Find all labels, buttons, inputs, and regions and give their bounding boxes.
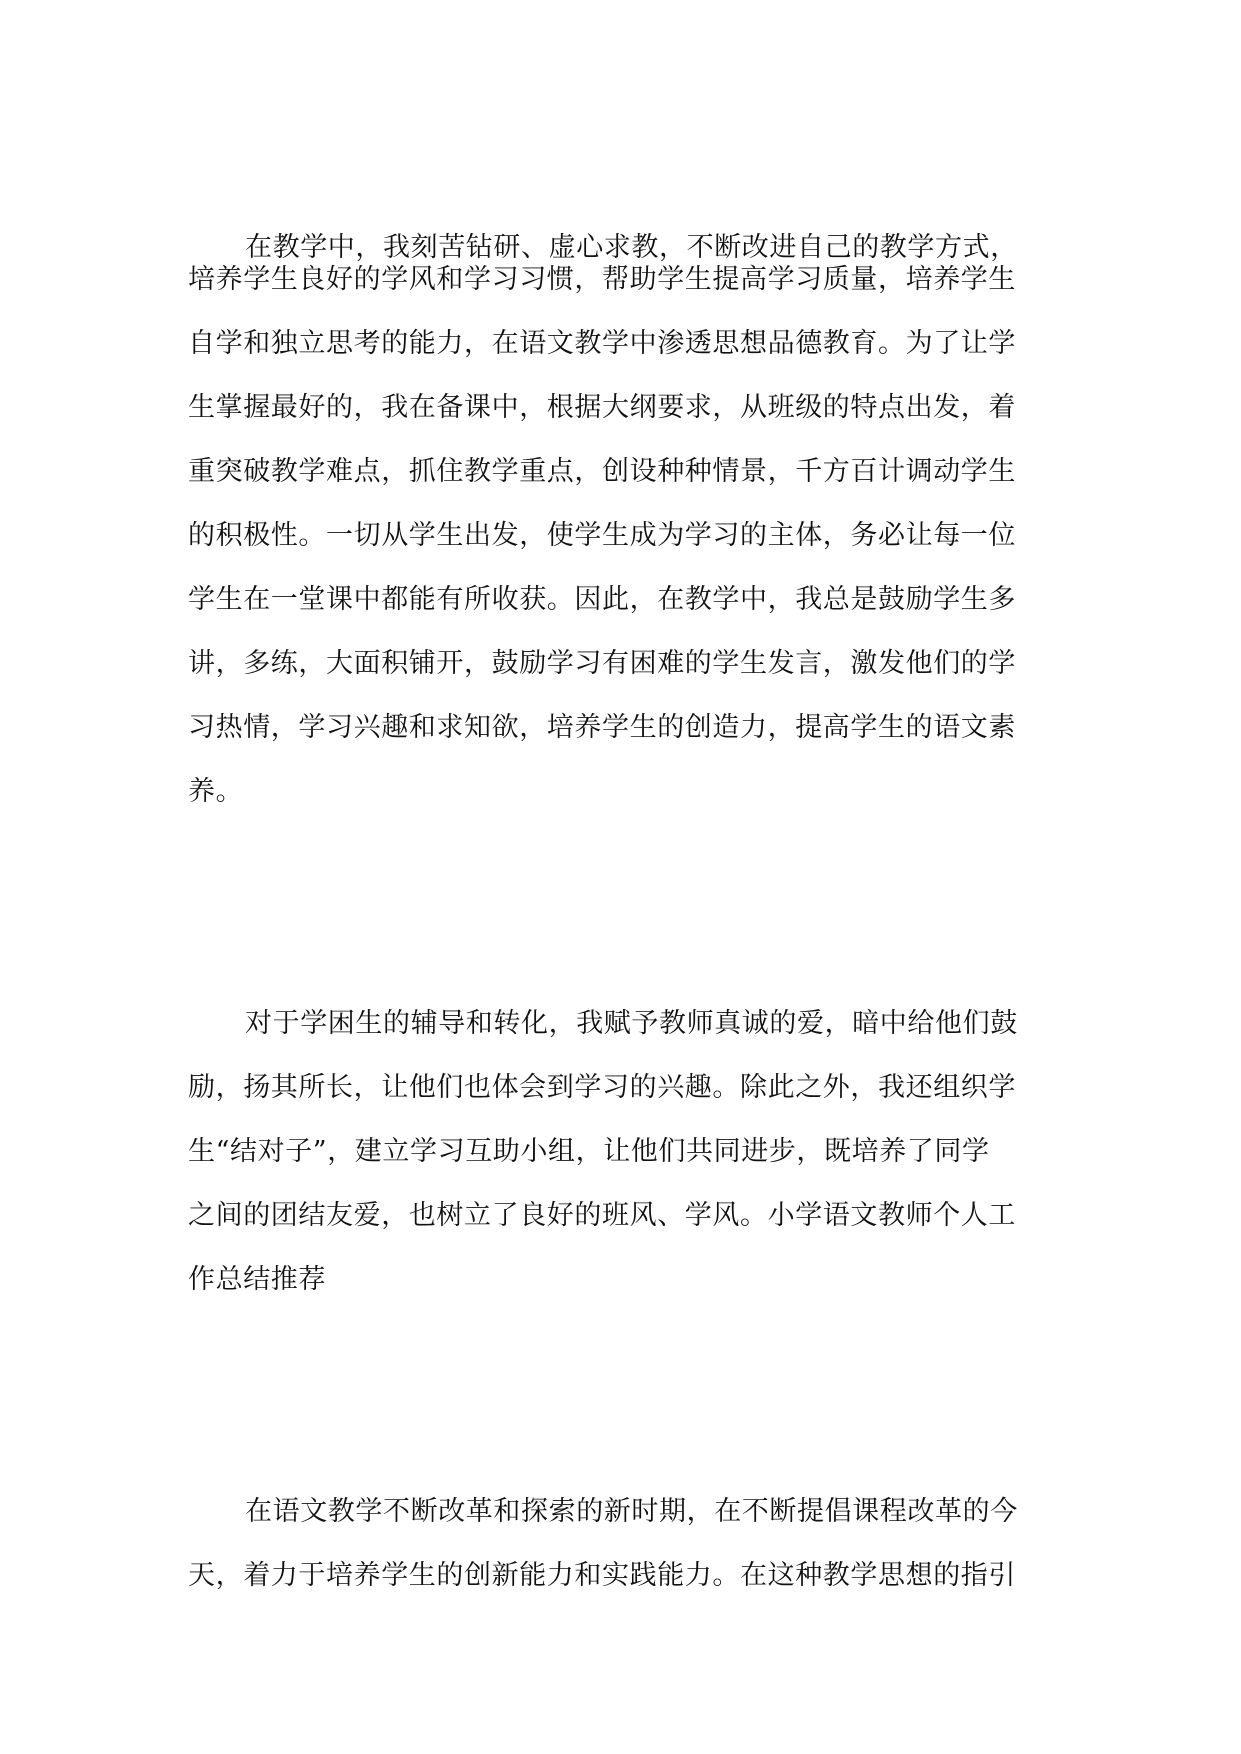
paragraph-line: 生“结对子”，建立学习互助小组，让他们共同进步，既培养了同学: [188, 1136, 990, 1167]
paragraph-line: 生掌握最好的，我在备课中，根据大纲要求，从班级的特点出发，着: [188, 392, 1016, 423]
paragraph-line: 养。: [188, 776, 244, 807]
paragraph-line: 自学和独立思考的能力，在语文教学中渗透思想品德教育。为了让学: [188, 328, 1016, 359]
paragraph-line: 在教学中，我刻苦钻研、虚心求教，不断改进自己的教学方式，: [245, 232, 1018, 263]
paragraph-line: 讲，多练，大面积铺开，鼓励学习有困难的学生发言，激发他们的学: [188, 648, 1016, 679]
paragraph-line: 在语文教学不断改革和探索的新时期，在不断提倡课程改革的今: [245, 1496, 1018, 1527]
paragraph-line: 励，扬其所长，让他们也体会到学习的兴趣。除此之外，我还组织学: [188, 1072, 1016, 1103]
paragraph-line: 天，着力于培养学生的创新能力和实践能力。在这种教学思想的指引: [188, 1560, 1016, 1591]
paragraph-line: 学生在一堂课中都能有所收获。因此，在教学中，我总是鼓励学生多: [188, 584, 1016, 615]
paragraph-line: 培养学生良好的学风和学习习惯，帮助学生提高学习质量，培养学生: [188, 264, 1016, 295]
paragraph-line: 之间的团结友爱，也树立了良好的班风、学风。小学语文教师个人工: [188, 1200, 1016, 1231]
paragraph-line: 作总结推荐: [188, 1264, 326, 1295]
paragraph-line: 对于学困生的辅导和转化，我赋予教师真诚的爱，暗中给他们鼓: [245, 1008, 1018, 1039]
paragraph-line: 习热情，学习兴趣和求知欲，培养学生的创造力，提高学生的语文素: [188, 712, 1016, 743]
paragraph-line: 的积极性。一切从学生出发，使学生成为学习的主体，务必让每一位: [188, 520, 1016, 551]
paragraph-line: 重突破教学难点，抓住教学重点，创设种种情景，千方百计调动学生: [188, 456, 1016, 487]
